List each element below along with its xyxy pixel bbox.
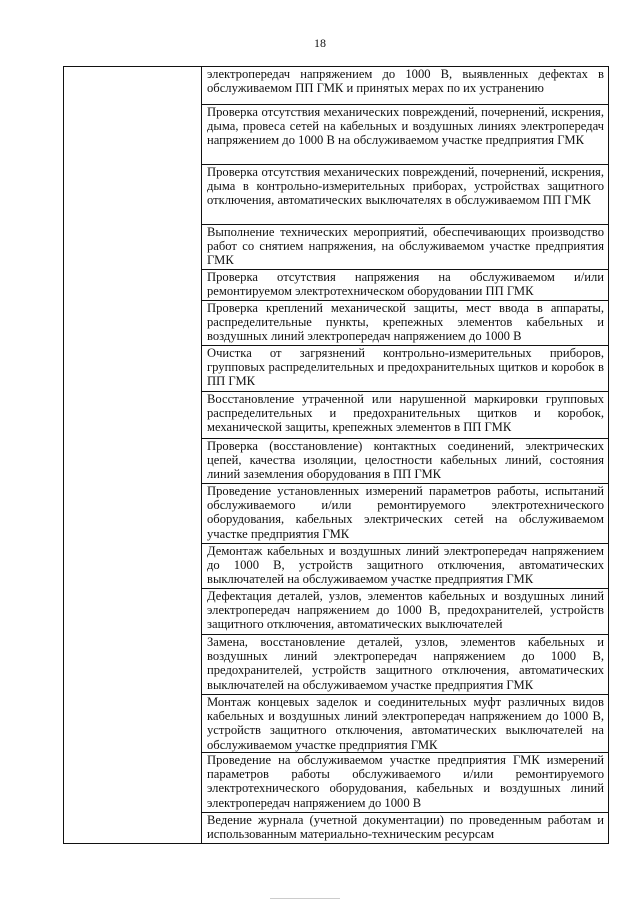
row-text: Замена, восстановление деталей, узлов, элементов кабельных и воздушных линий электропередач напряжением до 1000 В, предохранителей, устройств защитного отключения, автоматических выключателей на обслуживаемом участке предприятия ГМК (207, 635, 604, 692)
table-row (202, 270, 608, 301)
row-text: Проверка (восстановление) контактных соединений, электрических цепей, качества изоляции, целостности кабельных линий, состояния линий заземления оборудования в ПП ГМК (207, 439, 604, 482)
table-row (202, 589, 608, 635)
table-row (202, 225, 608, 270)
table-row (202, 105, 608, 165)
table-row (202, 484, 608, 544)
row-text: Проверка креплений механической защиты, мест ввода в аппараты, распределительные пункты, крепежных элементов кабельных и воздушных линий электропередач напряжением до 1000 В (207, 301, 604, 344)
labor-functions-table (63, 66, 609, 844)
page-number: 18 (314, 36, 326, 50)
row-text: Монтаж концевых заделок и соединительных муфт различных видов кабельных и воздушных линий электропередач напряжением до 1000 В, устройств защитного отключения, автоматических выключателей на обслуживаемом участке предприятия ГМК (207, 695, 604, 752)
table-row (202, 635, 608, 695)
row-text: Очистка от загрязнений контрольно-измерительных приборов, групповых распределительных и предохранительных щитков и коробок в ПП ГМК (207, 346, 604, 389)
table-rows (202, 67, 608, 843)
row-text: Проведение установленных измерений параметров работы, испытаний обслуживаемого и/или ремонтируемого электротехнического оборудования, кабельных электрических сетей на обслуживаемом участке предприятия ГМК (207, 484, 604, 541)
table-row (202, 544, 608, 589)
row-text: Ведение журнала (учетной документации) по проведенным работам и использованным материально-техническим ресурсам (207, 813, 604, 842)
row-text: Проверка отсутствия напряжения на обслуживаемом и/или ремонтируемом электротехническом оборудовании ПП ГМК (207, 270, 604, 299)
row-text: Проверка отсутствия механических повреждений, почернений, искрения, дыма, провеса сетей на кабельных и воздушных линиях электропередач напряжением до 1000 В на обслуживаемом участке предприятия ГМК (207, 105, 604, 148)
row-text: Восстановление утраченной или нарушенной маркировки групповых распределительных и предохранительных щитков и коробок, механической защиты, крепежных элементов в ПП ГМК (207, 392, 604, 435)
table-row (202, 67, 608, 105)
table-left-column (64, 67, 202, 843)
table-row (202, 813, 608, 843)
table-row (202, 439, 608, 484)
table-row (202, 346, 608, 392)
table-row (202, 695, 608, 753)
row-text: Дефектация деталей, узлов, элементов кабельных и воздушных линий электропередач напряжением до 1000 В, предохранителей, устройств защитного отключения, автоматических выключателей (207, 589, 604, 632)
row-text: электропередач напряжением до 1000 В, выявленных дефектах в обслуживаемом ПП ГМК и принятых мерах по их устранению (207, 67, 604, 96)
table-row (202, 392, 608, 439)
table-row (202, 753, 608, 813)
row-text: Проведение на обслуживаемом участке предприятия ГМК измерений параметров работы обслуживаемого и/или ремонтируемого электротехнического оборудования, кабельных и воздушных линий электропередач напряжением до 1000 В (207, 753, 604, 810)
table-row (202, 165, 608, 225)
table-row (202, 301, 608, 346)
row-text: Проверка отсутствия механических повреждений, почернений, искрения, дыма в контрольно-измерительных приборах, устройствах защитного отключения, автоматических выключателях в обслуживаемом ПП ГМК (207, 165, 604, 208)
row-text: Демонтаж кабельных и воздушных линий электропередач напряжением до 1000 В, устройств защитного отключения, автоматических выключателей на обслуживаемом участке предприятия ГМК (207, 544, 604, 587)
row-text: Выполнение технических мероприятий, обеспечивающих производство работ со снятием напряжения, на обслуживаемом участке предприятия ГМК (207, 225, 604, 268)
